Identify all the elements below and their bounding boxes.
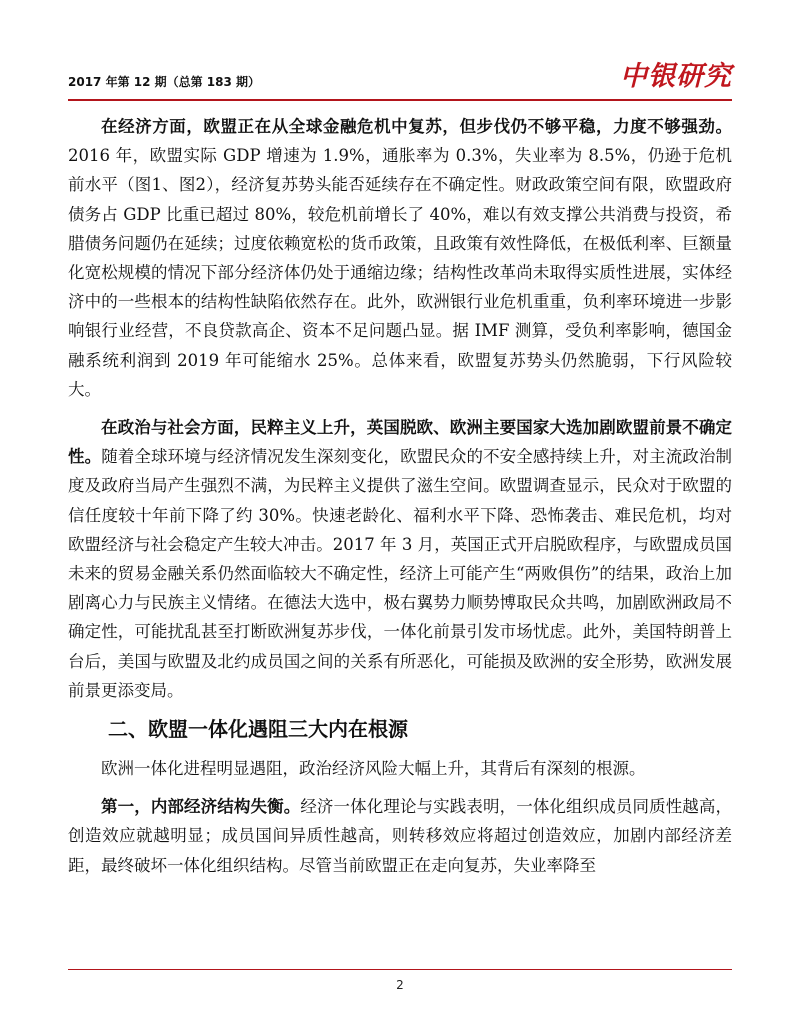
paragraph-politics: [68, 413, 732, 705]
paragraph-text: 2016 年，欧盟实际 GDP 增速为 1.9%，通胀率为 0.3%，失业率为 8.5%，仍逊于危机前水平（图1、图2），经济复苏势头能否延续存在不确定性。财政政策空间有限，欧盟政府债务占 GDP 比重已超过 80%，较危机前增长了 40%，难以有效支撑公共消费与投资，希腊债务问题仍在延续；过度依赖宽松的货币政策，且政策有效性降低，在极低利率、巨额量化宽松规模的情况下部分经济体仍处于通缩边缘；结构性改革尚未取得实质性进展，实体经济中的一些根本的结构性缺陷依然存在。此外，欧洲银行业危机重重，负利率环境进一步影响银行业经营，不良贷款高企、资本不足问题凸显。据 IMF 测算，受负利率影响，德国金融系统利润到 2019 年可能缩水 25%。总体来看，欧盟复苏势头仍然脆弱，下行风险较大。: [68, 146, 732, 399]
paragraph-text: 随着全球环境与经济情况发生深刻变化，欧盟民众的不安全感持续上升，对主流政治制度及政府当局产生强烈不满，为民粹主义提供了滋生空间。欧盟调查显示，民众对于欧盟的信任度较十年前下降了约 30%。快速老龄化、福利水平下降、恐怖袭击、难民危机，均对欧盟经济与社会稳定产生较大冲击。2017 年 3 月，英国正式开启脱欧程序，与欧盟成员国未来的贸易金融关系仍然面临较大不确定性，经济上可能产生“两败俱伤”的结果，政治上加剧离心力与民族主义情绪。在德法大选中，极右翼势力顺势博取民众共鸣，加剧欧洲政局不确定性，可能扰乱甚至打断欧洲复苏步伐，一体化前景引发市场忧虑。此外，美国特朗普上台后，美国与欧盟及北约成员国之间的关系有所恶化，可能损及欧洲的安全形势，欧洲发展前景更添变局。: [68, 447, 733, 700]
paragraph-economy: [68, 112, 732, 404]
article-body: [68, 112, 732, 889]
paragraph-lead: 在政治与社会方面，民粹主义上升，英国脱欧、欧洲主要国家大选加剧欧盟前景不确定性。: [68, 418, 732, 467]
header-divider: [68, 99, 732, 101]
page-header: [68, 56, 732, 96]
paragraph-lead: 在经济方面，欧盟正在从全球金融危机中复苏，但步伐仍不够平稳，力度不够强劲。: [101, 117, 732, 136]
footer-divider: [68, 969, 732, 970]
page-number: 2: [396, 978, 404, 992]
paragraph-lead: 第一，内部经济结构失衡。: [101, 797, 301, 817]
paragraph-point-one: [68, 792, 732, 880]
section-heading: 二、欧盟一体化遇阻三大内在根源: [108, 717, 408, 742]
issue-label: 2017 年第 12 期（总第 183 期）: [68, 75, 261, 89]
boc-research-logo: 中银研究: [620, 61, 732, 92]
paragraph-intro: 欧洲一体化进程明显遇阻，政治经济风险大幅上升，其背后有深刻的根源。: [101, 759, 646, 779]
paragraph-text: 经济一体化理论与实践表明，一体化组织成员同质性越高，创造效应就越明显；成员国间异质性越高，则转移效应将超过创造效应，加剧内部经济差距，最终破坏一体化组织结构。尽管当前欧盟正在走向复苏，失业率降至: [68, 797, 733, 875]
